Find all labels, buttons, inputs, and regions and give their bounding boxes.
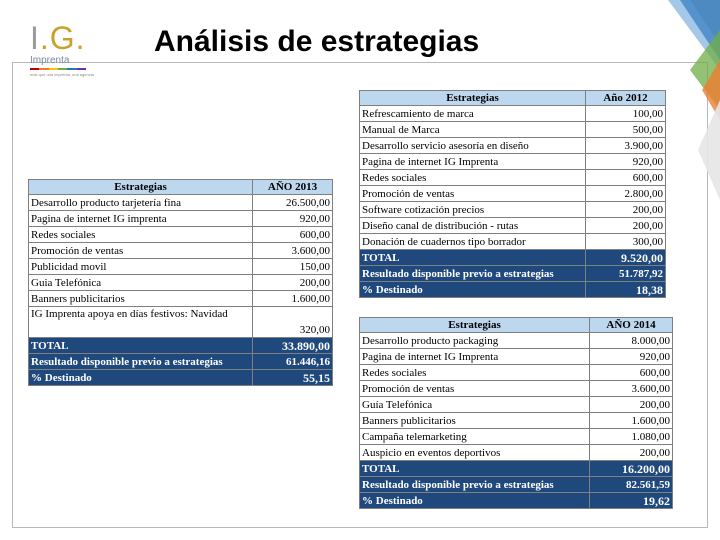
amount-cell: 600,00 <box>590 365 673 381</box>
amount-cell: 100,00 <box>586 106 666 122</box>
table-row <box>29 259 333 275</box>
company-logo <box>30 22 100 92</box>
strategy-name-cell: Auspicio en eventos deportivos <box>360 445 590 461</box>
footer-value-cell: 9.520,00 <box>586 250 666 266</box>
table-row <box>29 243 333 259</box>
table-row <box>360 333 673 349</box>
amount-cell: 200,00 <box>590 397 673 413</box>
footer-value-cell: 51.787,92 <box>586 266 666 282</box>
footer-value-cell: 82.561,59 <box>590 477 673 493</box>
strategy-name-cell: Campaña telemarketing <box>360 429 590 445</box>
logo-subtitle: Imprenta <box>30 55 70 66</box>
amount-cell: 920,00 <box>590 349 673 365</box>
table-row <box>360 218 666 234</box>
amount-cell: 8.000,00 <box>590 333 673 349</box>
logo-mark: I.G. <box>30 20 86 56</box>
strategy-name-cell: Redes sociales <box>29 227 253 243</box>
strategy-name-cell: Pagina de internet IG Imprenta <box>360 349 590 365</box>
table-row <box>29 227 333 243</box>
table-row <box>29 211 333 227</box>
table-row <box>360 106 666 122</box>
strategy-name-cell: Banners publicitarios <box>29 291 253 307</box>
strategy-name-cell: Redes sociales <box>360 365 590 381</box>
table-row <box>29 275 333 291</box>
footer-label-cell: TOTAL <box>360 461 590 477</box>
strategy-name-cell: Banners publicitarios <box>360 413 590 429</box>
strategy-name-cell: Promoción de ventas <box>29 243 253 259</box>
table-row <box>360 170 666 186</box>
strategy-name-cell: Desarrollo servicio asesoría en diseño <box>360 138 586 154</box>
strategy-name-cell: Donación de cuadernos tipo borrador <box>360 234 586 250</box>
table-row <box>360 413 673 429</box>
table-row <box>29 195 333 211</box>
table-row <box>29 291 333 307</box>
amount-cell: 3.600,00 <box>590 381 673 397</box>
table-row <box>360 202 666 218</box>
logo-color-bars <box>30 68 86 70</box>
column-header-amount: AÑO 2013 <box>253 180 333 195</box>
amount-cell: 1.600,00 <box>253 291 333 307</box>
footer-value-cell: 61.446,16 <box>253 354 333 370</box>
footer-value-cell: 16.200,00 <box>590 461 673 477</box>
strategy-name-cell: Guía Telefónica <box>360 397 590 413</box>
total-row <box>360 461 673 477</box>
footer-value-cell: 33.890,00 <box>253 338 333 354</box>
strategy-name-cell: Refrescamiento de marca <box>360 106 586 122</box>
amount-cell: 1.080,00 <box>590 429 673 445</box>
footer-label-cell: % Destinado <box>29 370 253 386</box>
footer-label-cell: TOTAL <box>360 250 586 266</box>
footer-value-cell: 55,15 <box>253 370 333 386</box>
table-row <box>360 445 673 461</box>
total-row <box>360 250 666 266</box>
amount-cell: 200,00 <box>253 275 333 291</box>
table-row <box>360 234 666 250</box>
percent-row <box>360 493 673 509</box>
amount-cell: 3.900,00 <box>586 138 666 154</box>
total-row <box>29 338 333 354</box>
strategy-name-cell: Pagina de internet IG imprenta <box>29 211 253 227</box>
table-row <box>360 122 666 138</box>
percent-row <box>29 370 333 386</box>
logo-tagline: más que una imprenta, una agencia <box>30 72 94 77</box>
amount-cell: 200,00 <box>586 218 666 234</box>
amount-cell: 150,00 <box>253 259 333 275</box>
table-header-row <box>29 180 333 195</box>
amount-cell: 600,00 <box>586 170 666 186</box>
table-header-row <box>360 91 666 106</box>
table-row <box>360 365 673 381</box>
strategy-name-cell: IG Imprenta apoya en días festivos: Navidad <box>29 307 253 338</box>
footer-label-cell: Resultado disponible previo a estrategias <box>29 354 253 370</box>
strategy-name-cell: Promoción de ventas <box>360 186 586 202</box>
available-result-row <box>360 266 666 282</box>
table-row <box>360 154 666 170</box>
strategy-name-cell: Diseño canal de distribución - rutas <box>360 218 586 234</box>
footer-value-cell: 18,38 <box>586 282 666 298</box>
strategy-name-cell: Publicidad movil <box>29 259 253 275</box>
footer-label-cell: % Destinado <box>360 493 590 509</box>
table-header-row <box>360 318 673 333</box>
footer-label-cell: % Destinado <box>360 282 586 298</box>
footer-label-cell: TOTAL <box>29 338 253 354</box>
amount-cell: 600,00 <box>253 227 333 243</box>
footer-value-cell: 19,62 <box>590 493 673 509</box>
strategy-name-cell: Guia Telefónica <box>29 275 253 291</box>
strategy-name-cell: Software cotización precios <box>360 202 586 218</box>
table-row <box>360 397 673 413</box>
strategy-name-cell: Pagina de internet IG Imprenta <box>360 154 586 170</box>
table-row <box>29 307 333 338</box>
amount-cell: 200,00 <box>586 202 666 218</box>
strategy-name-cell: Desarrollo producto packaging <box>360 333 590 349</box>
amount-cell: 3.600,00 <box>253 243 333 259</box>
table-row <box>360 349 673 365</box>
amount-cell: 920,00 <box>253 211 333 227</box>
column-header-strategy: Estrategias <box>29 180 253 195</box>
column-header-amount: AÑO 2014 <box>590 318 673 333</box>
strategy-name-cell: Desarrollo producto tarjetería fina <box>29 195 253 211</box>
strategies-table-2012 <box>359 90 666 298</box>
footer-label-cell: Resultado disponible previo a estrategias <box>360 266 586 282</box>
percent-row <box>360 282 666 298</box>
column-header-strategy: Estrategias <box>360 91 586 106</box>
amount-cell: 26.500,00 <box>253 195 333 211</box>
column-header-amount: Año 2012 <box>586 91 666 106</box>
amount-cell: 1.600,00 <box>590 413 673 429</box>
amount-cell: 920,00 <box>586 154 666 170</box>
strategies-table-2013 <box>28 179 333 386</box>
amount-cell: 200,00 <box>590 445 673 461</box>
table-row <box>360 429 673 445</box>
table-row <box>360 138 666 154</box>
amount-cell: 500,00 <box>586 122 666 138</box>
amount-cell: 300,00 <box>586 234 666 250</box>
amount-cell: 320,00 <box>253 307 333 338</box>
strategy-name-cell: Redes sociales <box>360 170 586 186</box>
amount-cell: 2.800,00 <box>586 186 666 202</box>
strategy-name-cell: Manual de Marca <box>360 122 586 138</box>
table-row <box>360 186 666 202</box>
page-title: Análisis de estrategias <box>154 25 480 58</box>
table-row <box>360 381 673 397</box>
strategy-name-cell: Promoción de ventas <box>360 381 590 397</box>
available-result-row <box>29 354 333 370</box>
available-result-row <box>360 477 673 493</box>
column-header-strategy: Estrategias <box>360 318 590 333</box>
strategies-table-2014 <box>359 317 673 509</box>
footer-label-cell: Resultado disponible previo a estrategias <box>360 477 590 493</box>
